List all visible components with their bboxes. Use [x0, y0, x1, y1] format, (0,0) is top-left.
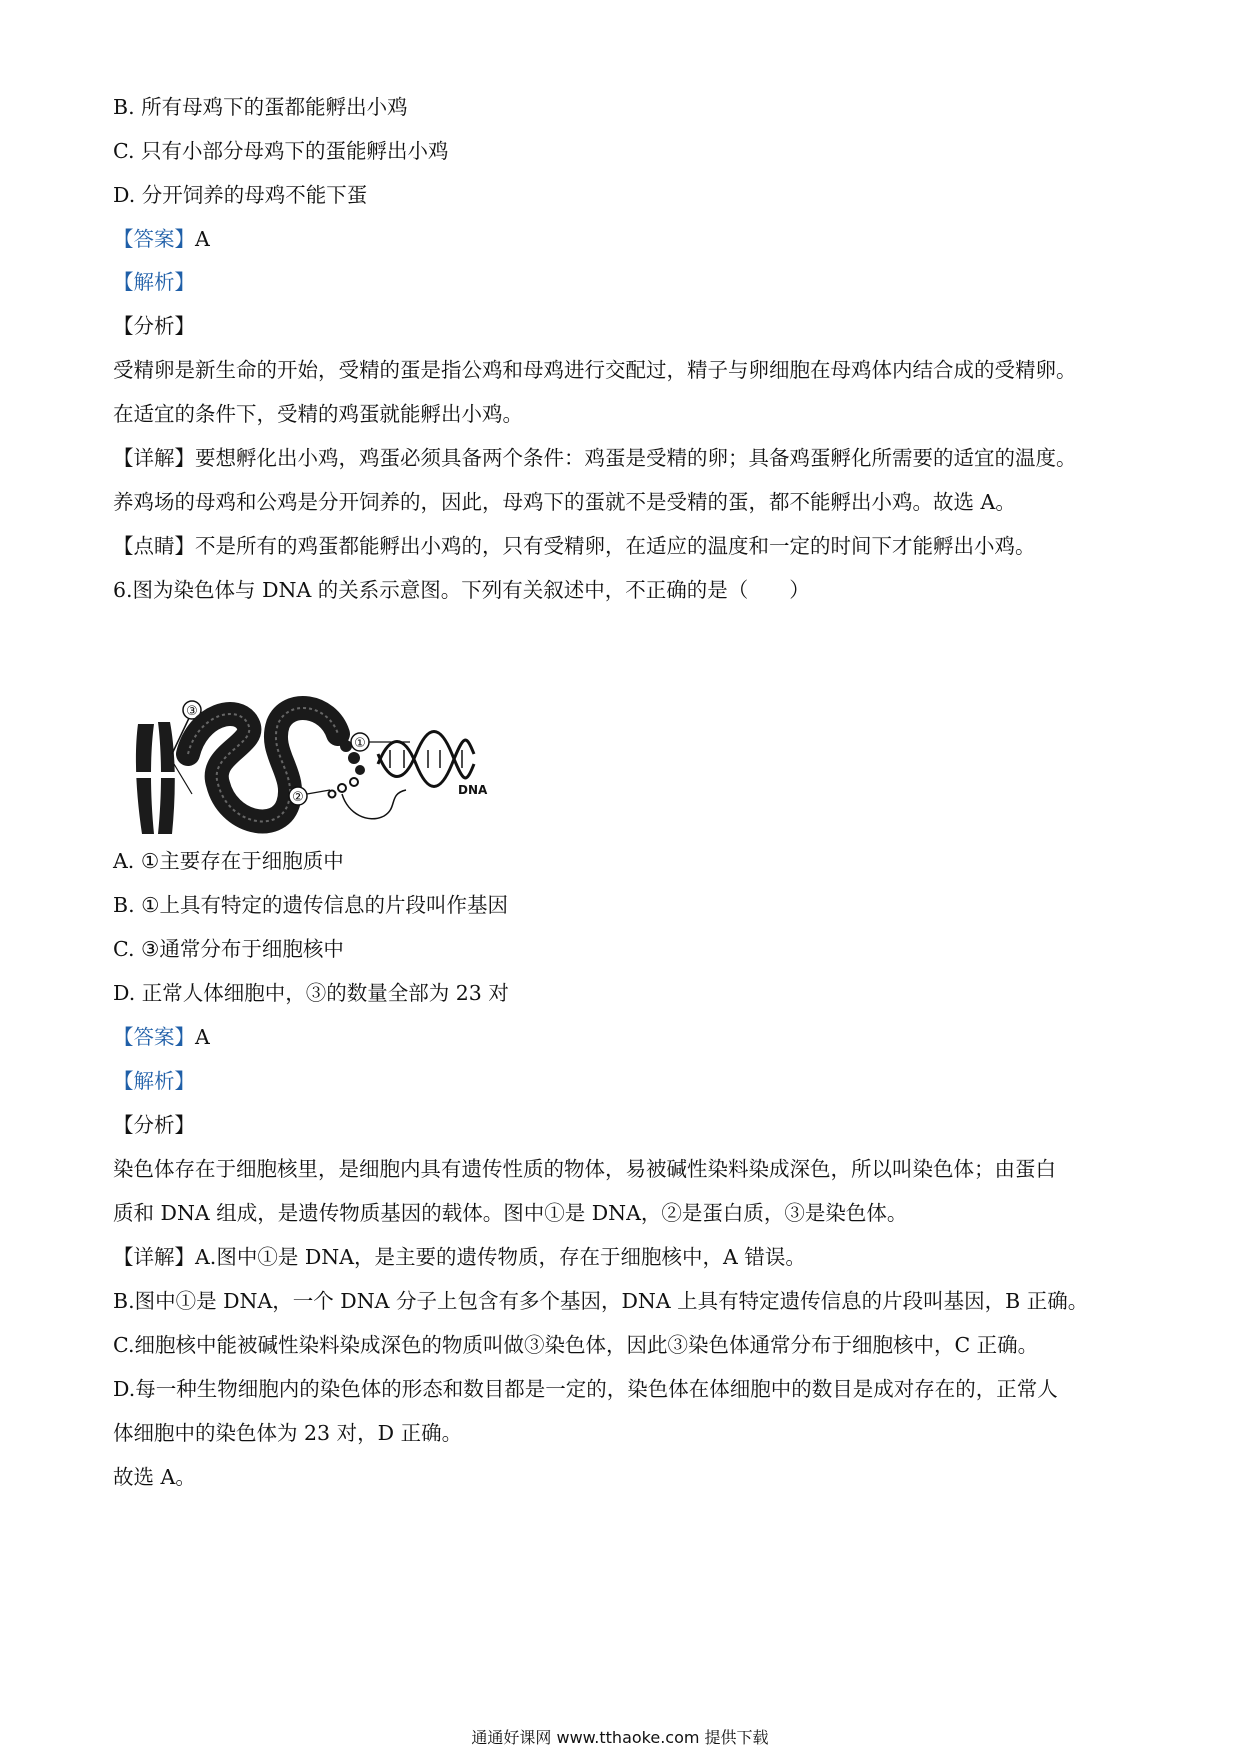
q6-question: 6.图为染色体与 DNA 的关系示意图。下列有关叙述中，不正确的是（ ） — [113, 578, 810, 602]
q6-answer — [113, 1023, 210, 1051]
q6-detail-b: B.图中①是 DNA，一个 DNA 分子上包含有多个基因，DNA 上具有特定遗传信息的片段叫基因，B 正确。 — [113, 1289, 1089, 1313]
q6-conclusion: 故选 A。 — [113, 1465, 196, 1489]
q5-analysis-line-2: 在适宜的条件下，受精的鸡蛋就能孵出小鸡。 — [113, 402, 523, 426]
q6-jiexi-heading: 【解析】 — [113, 1069, 195, 1093]
answer-value: A — [195, 1025, 210, 1049]
q6-fenxi-heading: 【分析】 — [113, 1113, 195, 1137]
label-1: ① — [354, 736, 366, 751]
q5-detail-line-2: 养鸡场的母鸡和公鸡是分开饲养的，因此，母鸡下的蛋就不是受精的蛋，都不能孵出小鸡。故选 A。 — [113, 490, 1016, 514]
chromatin-coil — [188, 708, 338, 821]
q6-option-a: A. ①主要存在于细胞质中 — [113, 849, 344, 873]
dna-helix — [378, 732, 474, 787]
q6-analysis-line-1: 染色体存在于细胞核里，是细胞内具有遗传性质的物体，易被碱性染料染成深色，所以叫染色体；由蛋白 — [113, 1157, 1056, 1181]
label-3: ③ — [186, 704, 198, 719]
detail-tag: 【详解】 — [113, 1245, 195, 1269]
q5-point: 【点睛】不是所有的鸡蛋都能孵出小鸡的，只有受精卵，在适应的温度和一定的时间下才能孵出小鸡。 — [113, 534, 1036, 558]
label-2: ② — [292, 790, 304, 805]
q6-detail-d-line-2: 体细胞中的染色体为 23 对，D 正确。 — [113, 1421, 463, 1445]
page-footer: 通通好课网 www.tthaoke.com 提供下载 — [471, 1728, 769, 1747]
answer-value: A — [195, 227, 210, 251]
answer-tag: 【答案】 — [113, 227, 195, 251]
nucleosome-beads — [329, 740, 407, 819]
q5-jiexi-heading: 【解析】 — [113, 270, 195, 294]
chromosome-dna-diagram — [128, 694, 500, 840]
detail-tag: 【详解】 — [113, 446, 195, 470]
point-tag: 【点睛】 — [113, 534, 195, 558]
q5-option-d: D. 分开饲养的母鸡不能下蛋 — [113, 183, 368, 207]
q6-option-b: B. ①上具有特定的遗传信息的片段叫作基因 — [113, 893, 508, 917]
q5-fenxi-heading: 【分析】 — [113, 314, 195, 338]
answer-tag: 【答案】 — [113, 1025, 195, 1049]
q5-detail-line-1: 【详解】要想孵化出小鸡，鸡蛋必须具备两个条件：鸡蛋是受精的卵；具备鸡蛋孵化所需要的适宜的温度。 — [113, 446, 1077, 470]
q5-option-c: C. 只有小部分母鸡下的蛋能孵出小鸡 — [113, 139, 449, 163]
q6-detail-c: C.细胞核中能被碱性染料染成深色的物质叫做③染色体，因此③染色体通常分布于细胞核中，C 正确。 — [113, 1333, 1039, 1357]
dna-label: DNA — [458, 783, 488, 797]
q5-option-b: B. 所有母鸡下的蛋都能孵出小鸡 — [113, 95, 408, 119]
q6-option-c: C. ③通常分布于细胞核中 — [113, 937, 344, 961]
q5-answer — [113, 225, 210, 253]
q6-option-d: D. 正常人体细胞中，③的数量全部为 23 对 — [113, 981, 509, 1005]
q6-detail-a: 【详解】A.图中①是 DNA，是主要的遗传物质，存在于细胞核中，A 错误。 — [113, 1245, 806, 1269]
q6-detail-d-line-1: D.每一种生物细胞内的染色体的形态和数目都是一定的，染色体在体细胞中的数目是成对存在的，正常人 — [113, 1377, 1058, 1401]
q6-analysis-line-2: 质和 DNA 组成，是遗传物质基因的载体。图中①是 DNA，②是蛋白质，③是染色体。 — [113, 1201, 908, 1225]
q5-analysis-line-1: 受精卵是新生命的开始，受精的蛋是指公鸡和母鸡进行交配过，精子与卵细胞在母鸡体内结合成的受精卵。 — [113, 358, 1077, 382]
